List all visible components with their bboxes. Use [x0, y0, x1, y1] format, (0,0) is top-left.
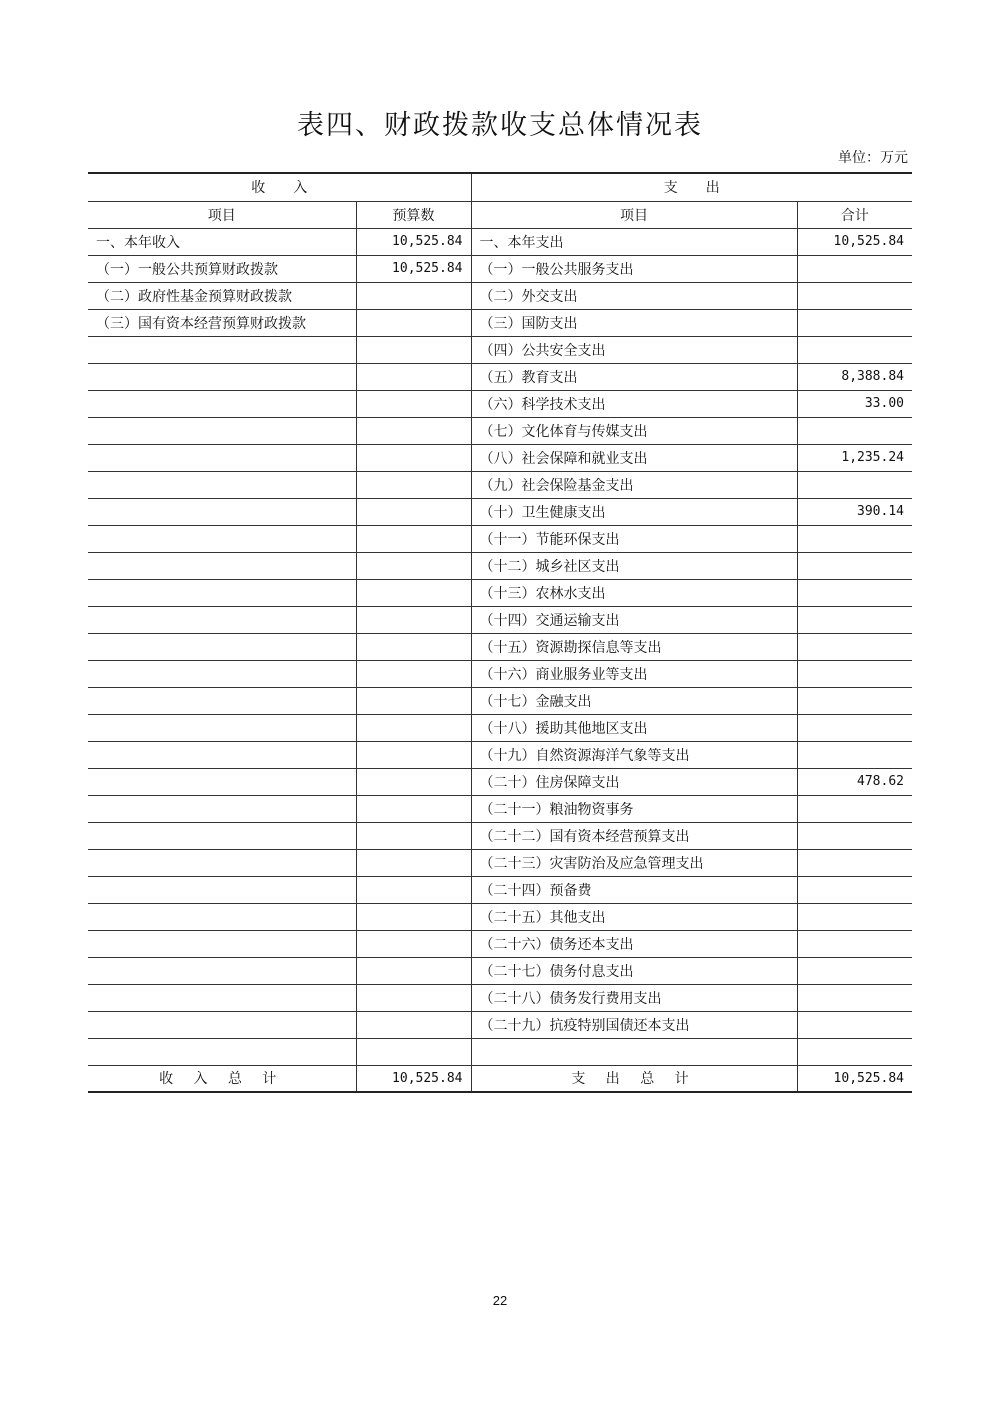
income-item-cell	[88, 363, 356, 390]
income-item-cell	[88, 1038, 356, 1065]
expense-value-cell	[797, 876, 912, 903]
income-item-cell	[88, 606, 356, 633]
expense-value-cell	[797, 525, 912, 552]
expense-value-cell	[797, 795, 912, 822]
expense-item-cell: （七）文化体育与传媒支出	[471, 417, 797, 444]
expense-item-cell: （二十二）国有资本经营预算支出	[471, 822, 797, 849]
income-item-cell	[88, 390, 356, 417]
table-row	[88, 336, 912, 363]
income-total-value: 10,525.84	[356, 1065, 471, 1092]
expense-item-cell: （十五）资源勘探信息等支出	[471, 633, 797, 660]
page-number: 22	[492, 1293, 508, 1308]
expense-value-cell: 1,235.24	[797, 444, 912, 471]
income-item-cell	[88, 525, 356, 552]
expense-value-cell	[797, 633, 912, 660]
expense-value-cell	[797, 957, 912, 984]
income-item-header: 项目	[88, 201, 356, 228]
income-value-cell	[356, 687, 471, 714]
expense-item-cell: （二十八）债务发行费用支出	[471, 984, 797, 1011]
expense-value-cell	[797, 282, 912, 309]
table-row	[88, 1011, 912, 1038]
income-item-cell	[88, 957, 356, 984]
income-value-cell	[356, 1011, 471, 1038]
income-value-cell	[356, 1038, 471, 1065]
column-header-row	[88, 201, 912, 228]
income-item-cell	[88, 552, 356, 579]
table-row	[88, 363, 912, 390]
expense-item-cell: （五）教育支出	[471, 363, 797, 390]
income-item-cell	[88, 498, 356, 525]
expense-value-cell	[797, 579, 912, 606]
income-value-cell	[356, 417, 471, 444]
expense-item-cell: （二十五）其他支出	[471, 903, 797, 930]
income-item-cell: 一、本年收入	[88, 228, 356, 255]
table-row	[88, 444, 912, 471]
income-value-cell	[356, 282, 471, 309]
expense-total-header: 合计	[797, 201, 912, 228]
unit-label: 单位：万元	[838, 150, 908, 166]
expense-value-cell: 390.14	[797, 498, 912, 525]
expense-item-cell: （十）卫生健康支出	[471, 498, 797, 525]
table-row	[88, 849, 912, 876]
income-budget-header: 预算数	[356, 201, 471, 228]
expense-item-cell: （一）一般公共服务支出	[471, 255, 797, 282]
income-item-cell	[88, 768, 356, 795]
income-value-cell	[356, 498, 471, 525]
income-value-cell	[356, 633, 471, 660]
table-row	[88, 255, 912, 282]
income-item-cell	[88, 633, 356, 660]
table-row	[88, 876, 912, 903]
income-item-cell	[88, 417, 356, 444]
income-value-cell	[356, 795, 471, 822]
expense-item-cell: 一、本年支出	[471, 228, 797, 255]
expense-item-cell: （八）社会保障和就业支出	[471, 444, 797, 471]
income-value-cell	[356, 741, 471, 768]
income-value-cell	[356, 957, 471, 984]
income-value-cell	[356, 606, 471, 633]
expense-item-cell: （九）社会保险基金支出	[471, 471, 797, 498]
expense-value-cell	[797, 714, 912, 741]
expense-value-cell	[797, 309, 912, 336]
expense-item-header: 项目	[471, 201, 797, 228]
expense-item-cell: （十九）自然资源海洋气象等支出	[471, 741, 797, 768]
expense-item-cell: （二十六）债务还本支出	[471, 930, 797, 957]
expense-item-cell: （十八）援助其他地区支出	[471, 714, 797, 741]
expense-value-cell	[797, 1011, 912, 1038]
expense-value-cell: 8,388.84	[797, 363, 912, 390]
income-item-cell	[88, 579, 356, 606]
income-item-cell	[88, 741, 356, 768]
table-row	[88, 282, 912, 309]
expense-value-cell	[797, 930, 912, 957]
income-value-cell	[356, 714, 471, 741]
page-title: 表四、财政拨款收支总体情况表	[297, 110, 703, 141]
expense-total-label: 支 出 总 计	[471, 1065, 797, 1092]
expense-value-cell	[797, 471, 912, 498]
income-item-cell	[88, 822, 356, 849]
expense-value-cell	[797, 255, 912, 282]
income-value-cell	[356, 768, 471, 795]
expense-value-cell	[797, 660, 912, 687]
table-row	[88, 768, 912, 795]
expense-value-cell	[797, 822, 912, 849]
expense-item-cell: （二）外交支出	[471, 282, 797, 309]
income-item-cell: （二）政府性基金预算财政拨款	[88, 282, 356, 309]
fiscal-table	[88, 172, 912, 1093]
income-item-cell	[88, 687, 356, 714]
income-value-cell	[356, 471, 471, 498]
expense-value-cell	[797, 606, 912, 633]
expense-value-cell	[797, 849, 912, 876]
expense-item-cell: （六）科学技术支出	[471, 390, 797, 417]
expense-item-cell: （二十七）债务付息支出	[471, 957, 797, 984]
income-item-cell	[88, 336, 356, 363]
income-item-cell: （三）国有资本经营预算财政拨款	[88, 309, 356, 336]
table-row	[88, 930, 912, 957]
table-row	[88, 1038, 912, 1065]
table-row	[88, 471, 912, 498]
income-value-cell	[356, 903, 471, 930]
expense-value-cell	[797, 741, 912, 768]
expense-section-header: 支 出	[471, 173, 912, 201]
income-value-cell	[356, 984, 471, 1011]
expense-item-cell: （二十一）粮油物资事务	[471, 795, 797, 822]
expense-value-cell	[797, 1038, 912, 1065]
expense-value-cell	[797, 984, 912, 1011]
expense-item-cell: （十四）交通运输支出	[471, 606, 797, 633]
income-value-cell	[356, 849, 471, 876]
income-value-cell	[356, 309, 471, 336]
expense-item-cell: （二十九）抗疫特别国债还本支出	[471, 1011, 797, 1038]
expense-value-cell: 10,525.84	[797, 228, 912, 255]
income-value-cell	[356, 444, 471, 471]
income-item-cell	[88, 1011, 356, 1038]
table-row	[88, 417, 912, 444]
expense-value-cell	[797, 552, 912, 579]
expense-value-cell	[797, 417, 912, 444]
table-row	[88, 552, 912, 579]
income-item-cell	[88, 903, 356, 930]
table-row	[88, 660, 912, 687]
table-row	[88, 714, 912, 741]
expense-item-cell	[471, 1038, 797, 1065]
income-value-cell	[356, 660, 471, 687]
income-value-cell	[356, 552, 471, 579]
income-item-cell	[88, 714, 356, 741]
table-row	[88, 741, 912, 768]
expense-value-cell: 33.00	[797, 390, 912, 417]
income-value-cell: 10,525.84	[356, 255, 471, 282]
expense-item-cell: （二十）住房保障支出	[471, 768, 797, 795]
expense-value-cell	[797, 687, 912, 714]
income-item-cell	[88, 984, 356, 1011]
income-value-cell	[356, 363, 471, 390]
income-value-cell	[356, 525, 471, 552]
table-row	[88, 984, 912, 1011]
expense-item-cell: （十七）金融支出	[471, 687, 797, 714]
expense-item-cell: （三）国防支出	[471, 309, 797, 336]
income-item-cell	[88, 444, 356, 471]
table-row	[88, 309, 912, 336]
income-value-cell	[356, 579, 471, 606]
income-item-cell	[88, 930, 356, 957]
table-row	[88, 633, 912, 660]
table-row	[88, 795, 912, 822]
expense-item-cell: （四）公共安全支出	[471, 336, 797, 363]
income-item-cell: （一）一般公共预算财政拨款	[88, 255, 356, 282]
expense-item-cell: （十六）商业服务业等支出	[471, 660, 797, 687]
table-body	[88, 228, 912, 1065]
expense-value-cell	[797, 903, 912, 930]
income-value-cell	[356, 876, 471, 903]
income-item-cell	[88, 876, 356, 903]
table-row	[88, 903, 912, 930]
expense-item-cell: （十一）节能环保支出	[471, 525, 797, 552]
table-row	[88, 687, 912, 714]
income-value-cell: 10,525.84	[356, 228, 471, 255]
income-value-cell	[356, 930, 471, 957]
income-section-header: 收 入	[88, 173, 471, 201]
section-header-row	[88, 173, 912, 201]
income-value-cell	[356, 336, 471, 363]
income-total-label: 收 入 总 计	[88, 1065, 356, 1092]
totals-row	[88, 1065, 912, 1092]
expense-total-value: 10,525.84	[797, 1065, 912, 1092]
table-row	[88, 228, 912, 255]
expense-item-cell: （二十四）预备费	[471, 876, 797, 903]
table-row	[88, 498, 912, 525]
table-row	[88, 957, 912, 984]
expense-item-cell: （十三）农林水支出	[471, 579, 797, 606]
income-value-cell	[356, 822, 471, 849]
table-row	[88, 606, 912, 633]
income-item-cell	[88, 660, 356, 687]
expense-item-cell: （十二）城乡社区支出	[471, 552, 797, 579]
income-value-cell	[356, 390, 471, 417]
table-row	[88, 525, 912, 552]
table-row	[88, 579, 912, 606]
expense-item-cell: （二十三）灾害防治及应急管理支出	[471, 849, 797, 876]
income-item-cell	[88, 795, 356, 822]
income-item-cell	[88, 849, 356, 876]
table-row	[88, 390, 912, 417]
income-item-cell	[88, 471, 356, 498]
table-row	[88, 822, 912, 849]
expense-value-cell: 478.62	[797, 768, 912, 795]
expense-value-cell	[797, 336, 912, 363]
